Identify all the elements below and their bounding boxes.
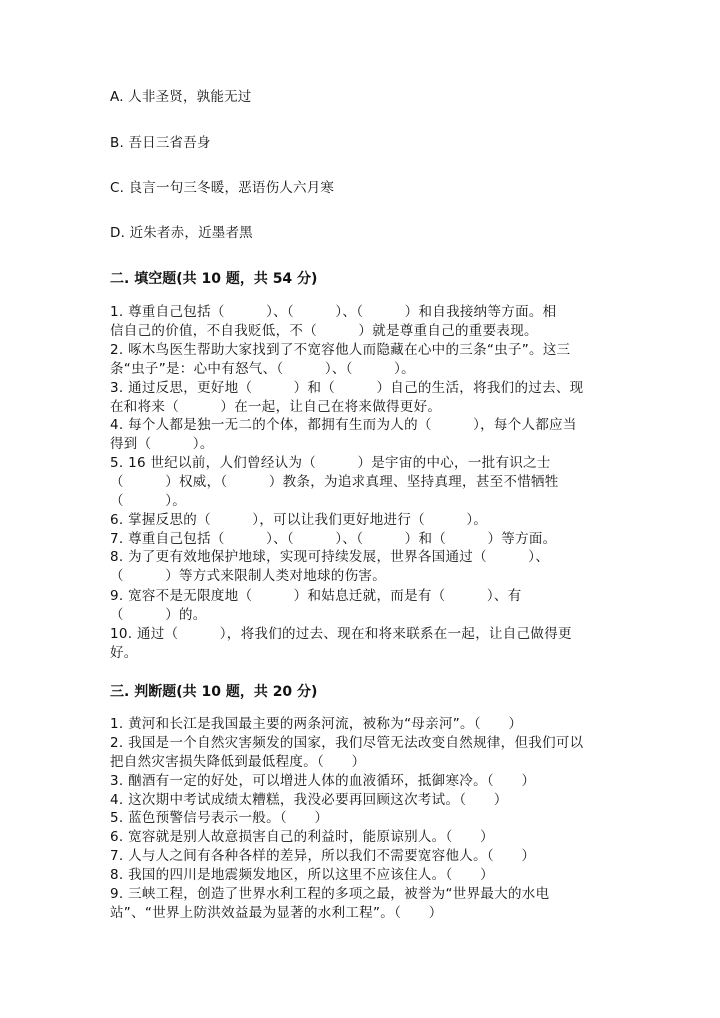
judge-question: 4. 这次期中考试成绩太糟糕，我没必要再回顾这次考试。（ ）: [110, 792, 508, 808]
fill-question: 9. 宽容不是无限度地（ ）和姑息迁就，而是有（ ）、有 （ ）的。: [110, 588, 522, 623]
fill-question: 2. 啄木鸟医生帮助大家找到了不宽容他人而隐藏在心中的三条“虫子”。这三 条“虫子”是：心中有怒气、（ ）、（ ）。: [110, 342, 571, 377]
judge-question: 5. 蓝色预警信号表示一般。（ ）: [110, 810, 329, 826]
fill-section-title: 二. 填空题(共 10 题，共 54 分): [110, 271, 318, 287]
option-b: B. 吾日三省吾身: [110, 135, 211, 151]
fill-question: 6. 掌握反思的（ ），可以让我们更好地进行（ ）。: [110, 512, 488, 528]
judge-question: 7. 人与人之间有各种各样的差异，所以我们不需要宽容他人。（ ）: [110, 848, 536, 864]
option-a: A. 人非圣贤，孰能无过: [110, 89, 252, 105]
fill-question: 1. 尊重自己包括（ ）、（ ）、（ ）和自我接纳等方面。相 信自己的价值，不自我贬低，不（ ）就是尊重自己的重要表现。: [110, 304, 557, 339]
option-d: D. 近朱者赤，近墨者黑: [110, 225, 253, 241]
fill-question: 5. 16 世纪以前，人们曾经认为（ ）是宇宙的中心，一批有识之士 （ ）权威，（ ）教条，为追求真理、坚持真理，甚至不惜牺牲 （ ）。: [110, 455, 559, 509]
judge-question: 6. 宽容就是别人故意损害自己的利益时，能原谅别人。（ ）: [110, 829, 494, 845]
fill-question: 7. 尊重自己包括（ ）、（ ）、（ ）和（ ）等方面。: [110, 531, 557, 547]
option-c: C. 良言一句三冬暖，恶语伤人六月寒: [110, 180, 335, 196]
judge-question: 3. 酗酒有一定的好处，可以增进人体的血液循环，抵御寒冷。（ ）: [110, 773, 536, 789]
judge-question: 9. 三峡工程，创造了世界水利工程的多项之最，被誉为“世界最大的水电 站”、“世界上防洪效益最为显著的水利工程”。（ ）: [110, 886, 550, 921]
fill-question: 4. 每个人都是独一无二的个体，都拥有生而为人的（ ），每个人都应当 得到（ ）。: [110, 417, 577, 452]
judge-question: 8. 我国的四川是地震频发地区，所以这里不应该住人。（ ）: [110, 867, 494, 883]
fill-question: 8. 为了更有效地保护地球，实现可持续发展，世界各国通过（ ）、 （ ）等方式来限制人类对地球的伤害。: [110, 549, 550, 584]
judge-question: 2. 我国是一个自然灾害频发的国家，我们尽管无法改变自然规律，但我们可以 把自然灾害损失降低到最低程度。（ ）: [110, 735, 584, 770]
judge-section-title: 三. 判断题(共 10 题，共 20 分): [110, 684, 318, 700]
judge-question: 1. 黄河和长江是我国最主要的两条河流，被称为“母亲河”。（ ）: [110, 716, 523, 732]
fill-question: 10. 通过（ ），将我们的过去、现在和将来联系在一起，让自己做得更 好。: [110, 626, 572, 661]
fill-question: 3. 通过反思，更好地（ ）和（ ）自己的生活，将我们的过去、现 在和将来（ ）在一起，让自己在将来做得更好。: [110, 380, 584, 415]
